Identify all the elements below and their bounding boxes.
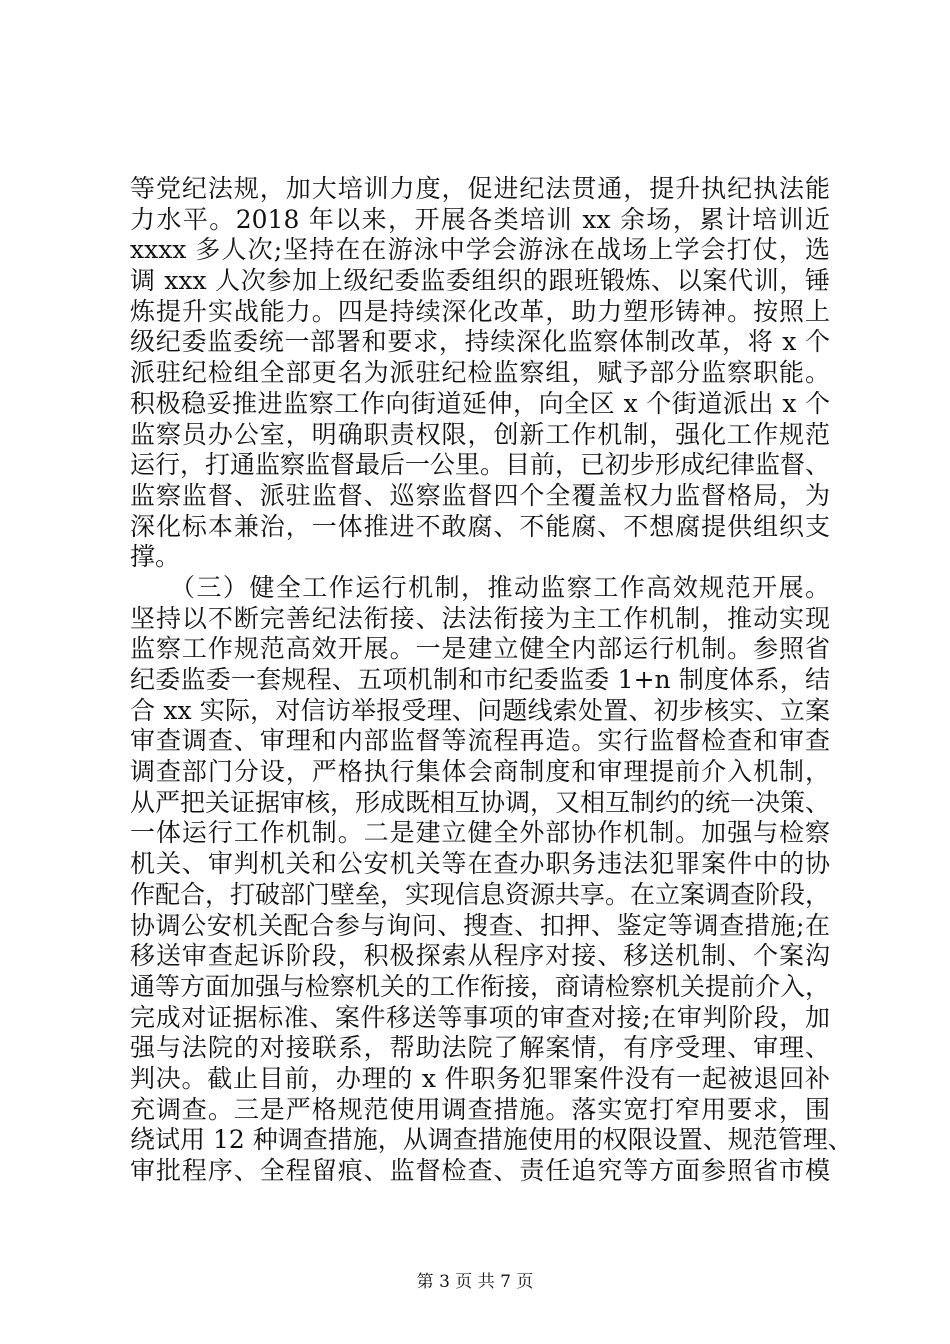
text-line: 判决。截止目前，办理的 x 件职务犯罪案件没有一起被退回补 (130, 1063, 830, 1093)
text-line: xxxx 多人次;坚持在在游泳中学会游泳在战场上学会打仗，选 (130, 235, 830, 265)
text-line: 从严把关证据审核，形成既相互协调，又相互制约的统一决策、 (130, 787, 831, 817)
text-line: 等党纪法规，加大培训力度，促进纪法贯通，提升执纪执法能 (130, 174, 830, 203)
text-line: 撑。 (130, 542, 181, 572)
text-line: 监察监督、派驻监督、巡察监督四个全覆盖权力监督格局，为 (130, 480, 830, 510)
text-line: 通等方面加强与检察机关的工作衔接，商请检察机关提前介入， (130, 971, 831, 1001)
text-line: 炼提升实战能力。四是持续深化改革，助力塑形铸神。按照上 (130, 296, 830, 326)
page-footer: 第 3 页 共 7 页 (416, 1272, 534, 1292)
text-line: 绕试用 12 种调查措施，从调查措施使用的权限设置、规范管理、 (130, 1125, 853, 1155)
section-heading: （三）健全工作运行机制，推动监察工作高效规范开展。 (170, 572, 830, 602)
text-line: 审查调查、审理和内部监督等流程再造。实行监督检查和审查 (130, 726, 830, 756)
text-line: 监察员办公室，明确职责权限，创新工作机制，强化工作规范 (130, 419, 830, 449)
text-line: 调 xxx 人次参加上级纪委监委组织的跟班锻炼、以案代训，锤 (130, 266, 830, 296)
text-line: 作配合，打破部门壁垒，实现信息资源共享。在立案调查阶段， (130, 879, 831, 909)
text-line: 移送审查起诉阶段，积极探索从程序对接、移送机制、个案沟 (130, 941, 830, 971)
text-line: 深化标本兼治，一体推进不敢腐、不能腐、不想腐提供组织支 (130, 511, 830, 541)
text-line: 纪委监委一套规程、五项机制和市纪委监委 1+n 制度体系，结 (130, 665, 830, 694)
text-line: 级纪委监委统一部署和要求，持续深化监察体制改革，将 x 个 (130, 327, 830, 357)
text-line: 合 xx 实际，对信访举报受理、问题线索处置、初步核实、立案 (130, 695, 830, 725)
text-line: 派驻纪检组全部更名为派驻纪检监察组，赋予部分监察职能。 (130, 358, 830, 388)
text-line: 协调公安机关配合参与询问、搜查、扣押、鉴定等调查措施;在 (130, 910, 830, 940)
body-text (130, 174, 853, 1187)
text-line: 一体运行工作机制。二是建立健全外部协作机制。加强与检察 (130, 818, 830, 848)
text-line: 强与法院的对接联系，帮助法院了解案情，有序受理、审理、 (130, 1033, 830, 1063)
text-line: 力水平。2018 年以来，开展各类培训 xx 余场，累计培训近 (130, 204, 830, 234)
text-line: 积极稳妥推进监察工作向街道延伸，向全区 x 个街道派出 x 个 (130, 388, 830, 418)
text-line: 充调查。三是严格规范使用调查措施。落实宽打窄用要求，围 (130, 1094, 830, 1124)
text-line: 调查部门分设，严格执行集体会商制度和审理提前介入机制， (130, 757, 830, 787)
text-line: 机关、审判机关和公安机关等在查办职务违法犯罪案件中的协 (130, 849, 830, 879)
text-line: 坚持以不断完善纪法衔接、法法衔接为主工作机制，推动实现 (130, 603, 830, 633)
text-line: 监察工作规范高效开展。一是建立健全内部运行机制。参照省 (130, 634, 830, 664)
text-line: 审批程序、全程留痕、监督检查、责任追究等方面参照省市模 (130, 1156, 830, 1185)
text-line: 运行，打通监察监督最后一公里。目前，已初步形成纪律监督、 (130, 450, 831, 480)
text-line: 完成对证据标准、案件移送等事项的审查对接;在审判阶段，加 (130, 1002, 830, 1032)
